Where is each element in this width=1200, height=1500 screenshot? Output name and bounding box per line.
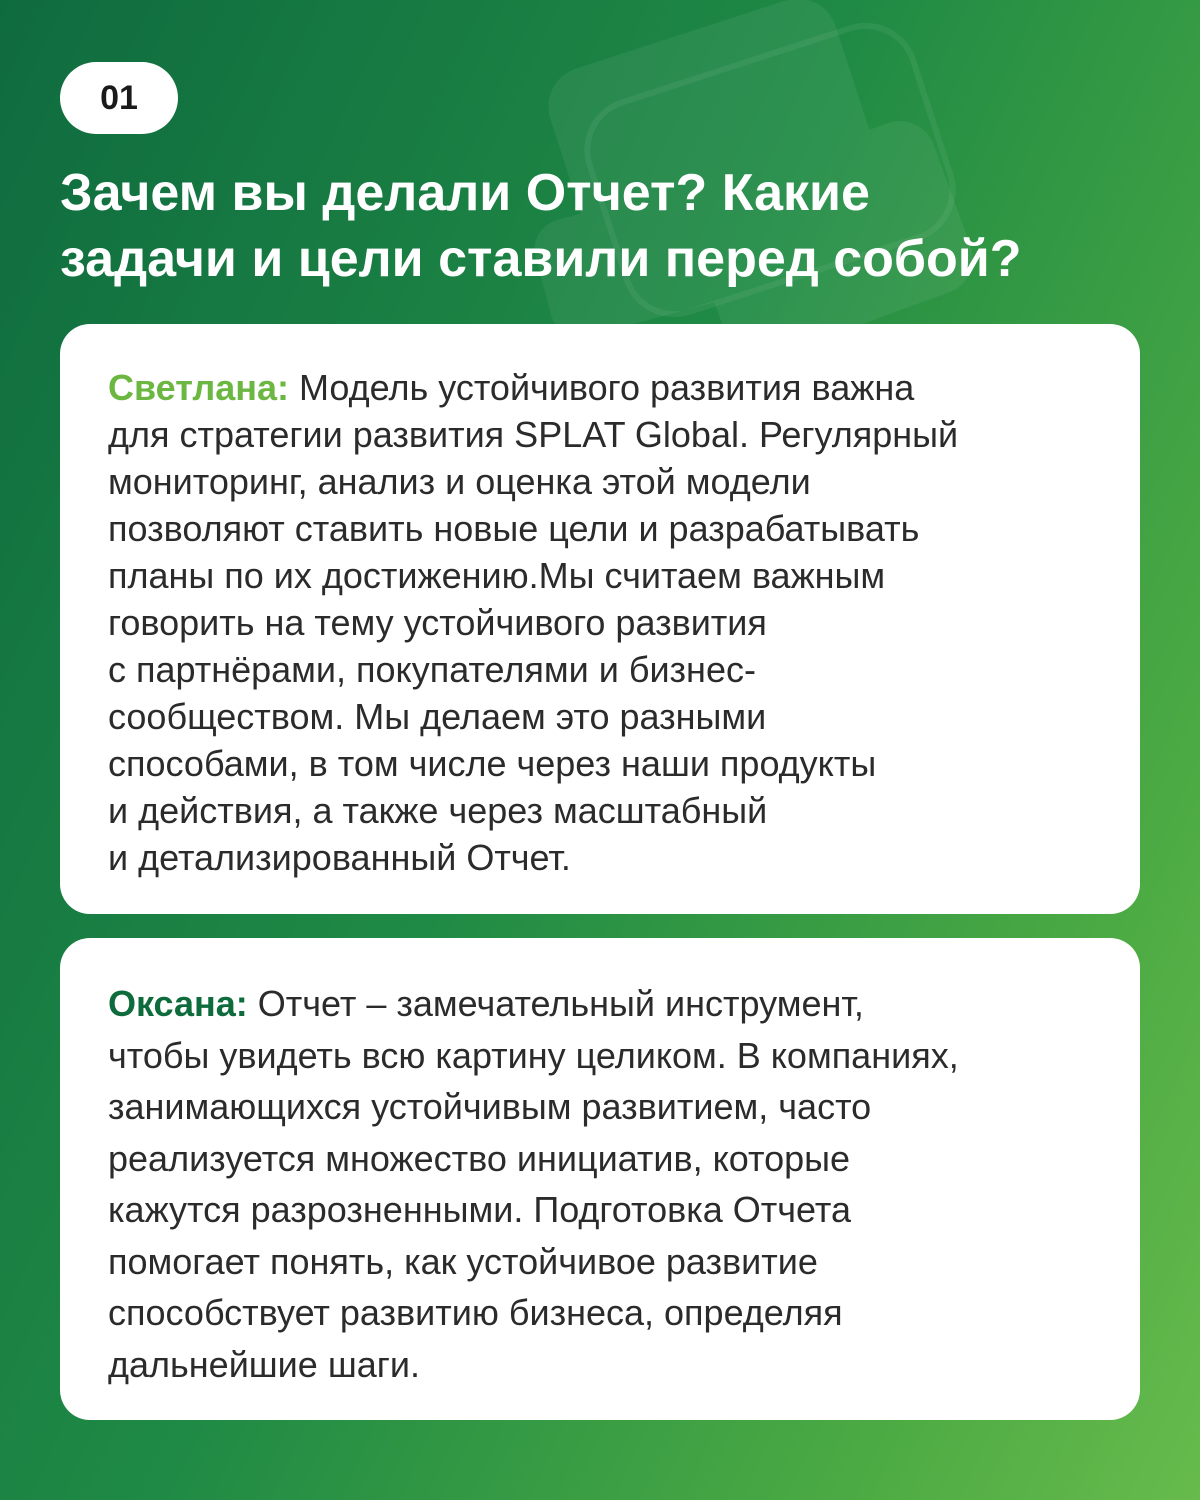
answer-line: планы по их достижению.Мы считаем важным	[108, 555, 886, 596]
answer-line: сообществом. Мы делаем это разными	[108, 696, 767, 737]
answer-text	[108, 364, 1100, 881]
step-number: 01	[100, 78, 138, 117]
speaker-name: Оксана:	[108, 983, 248, 1024]
answer-line: реализуется множество инициатив, которые	[108, 1137, 851, 1179]
answer-line: с партнёрами, покупателями и бизнес-	[108, 649, 756, 690]
answer-line: и детализированный Отчет.	[108, 837, 571, 878]
answer-line: помогает понять, как устойчивое развитие	[108, 1240, 818, 1282]
heading-line: задачи и цели ставили перед собой?	[60, 230, 1022, 288]
answer-card-svetlana	[60, 324, 1140, 914]
answer-line: занимающихся устойчивым развитием, часто	[108, 1086, 872, 1127]
answer-line: для стратегии развития SPLAT Global. Регулярный	[108, 414, 959, 455]
question-heading	[60, 160, 1160, 292]
answer-card-oksana	[60, 938, 1140, 1420]
answer-line: позволяют ставить новые цели и разрабатывать	[108, 508, 920, 549]
answer-line: дальнейшие шаги.	[108, 1343, 420, 1385]
heading-line: Зачем вы делали Отчет? Какие	[60, 164, 870, 222]
answer-line: способами, в том числе через наши продукты	[108, 743, 877, 784]
answer-line: говорить на тему устойчивого развития	[108, 602, 767, 643]
answer-line: чтобы увидеть всю картину целиком. В компаниях,	[108, 1034, 959, 1076]
step-number-badge	[60, 62, 178, 134]
answer-line: Оксана: Отчет – замечательный инструмент,	[108, 983, 864, 1024]
answer-line: и действия, а также через масштабный	[108, 790, 768, 831]
answer-line: способствует развитию бизнеса, определяя	[108, 1292, 843, 1333]
answer-text	[108, 978, 1100, 1390]
answer-line: кажутся разрозненными. Подготовка Отчета	[108, 1189, 851, 1230]
answer-line: Светлана: Модель устойчивого развития важна	[108, 367, 915, 408]
speaker-name: Светлана:	[108, 367, 290, 408]
answer-line: мониторинг, анализ и оценка этой модели	[108, 461, 811, 502]
